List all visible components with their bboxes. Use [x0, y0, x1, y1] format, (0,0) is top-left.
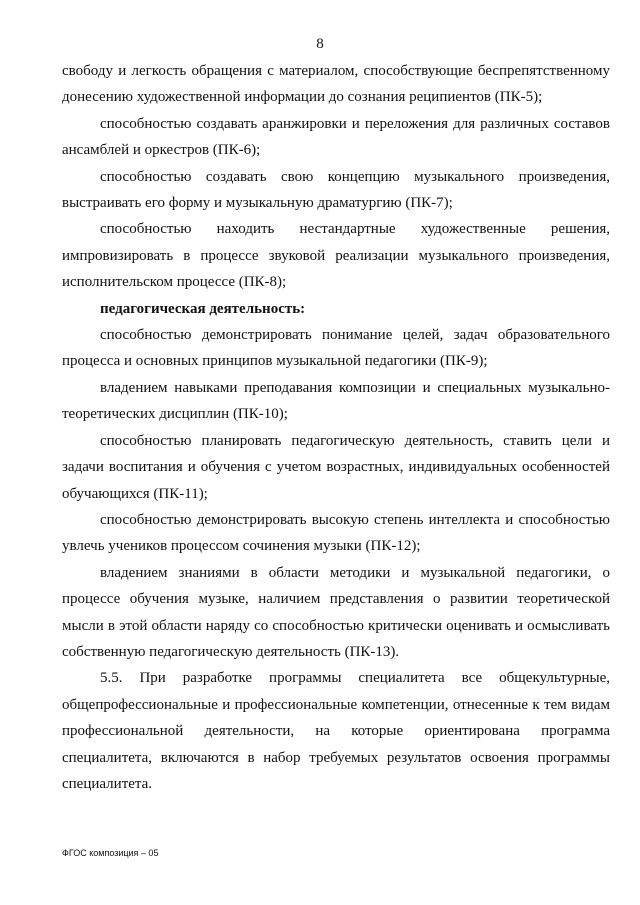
paragraph-pk12: способностью демонстрировать высокую степень интеллекта и способностью увлечь учеников процессом сочинения музыки (ПК-12); [62, 511, 610, 555]
paragraph-pk7: способностью создавать свою концепцию музыкального произведения, выстраивать его форму и музыкальную драматургию (ПК-7); [62, 168, 610, 212]
page-number: 8 [316, 36, 324, 52]
section-heading-pedagogical: педагогическая деятельность: [100, 300, 306, 317]
paragraph-pk11: способностью планировать педагогическую деятельность, ставить цели и задачи воспитания и обучения с учетом возрастных, индивидуальных особенностей обучающихся (ПК-11); [62, 432, 610, 502]
paragraph-pk9: способностью демонстрировать понимание целей, задач образовательного процесса и основных принципов музыкальной педагогики (ПК-9); [62, 327, 610, 370]
paragraph-pk13: владением знаниями в области методики и музыкальной педагогики, о процессе обучения музыке, наличием представления о развитии теоретической мысли в этой области наряду со способностью критически оценивать и осмысливать собственную педагогическую деятельность (ПК-13). [62, 564, 610, 660]
paragraph-5-5: 5.5. При разработке программы специалитета все общекультурные, общепрофессиональные и профессиональные компетенции, отнесенные к тем видам профессиональной деятельности, на которые ориентирована программа специалитета, включаются в набор требуемых результатов освоения программы специалитета. [62, 670, 610, 792]
footer-label: ФГОС композиция – 05 [62, 848, 159, 858]
paragraph-pk8: способностью находить нестандартные художественные решения, импровизировать в процессе звуковой реализации музыкального произведения, исполнительском процессе (ПК-8); [62, 221, 610, 291]
paragraph-pk6: способностью создавать аранжировки и переложения для различных составов ансамблей и оркестров (ПК-6); [62, 115, 610, 159]
document-body [62, 58, 610, 797]
paragraph-pk5-continuation: свободу и легкость обращения с материалом, способствующие беспрепятственному донесению художественной информации до сознания реципиентов (ПК-5); [62, 63, 610, 106]
paragraph-pk10: владением навыками преподавания композиции и специальных музыкально-теоретических дисциплин (ПК-10); [62, 379, 610, 423]
